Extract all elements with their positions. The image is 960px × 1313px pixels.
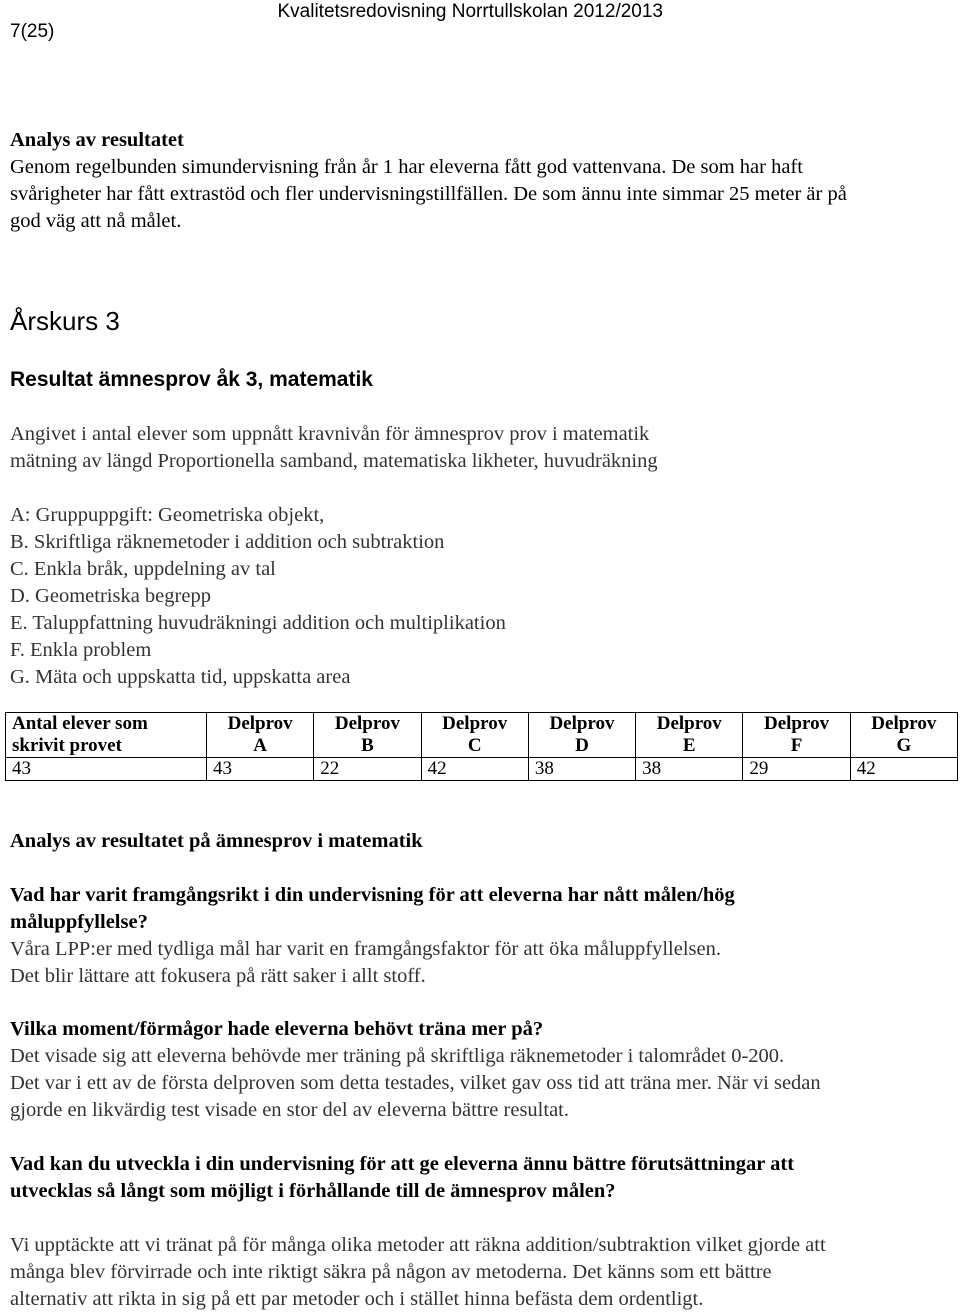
subtest-item: E. Taluppfattning huvudräkningi addition och multiplikation	[10, 612, 506, 634]
table-cell: 43	[6, 758, 207, 781]
question-block-1	[10, 882, 955, 990]
answer-line: gjorde en likvärdig test visade en stor del av eleverna bättre resultat.	[10, 1099, 569, 1121]
year-heading: Årskurs 3	[10, 306, 120, 336]
analysis-line: god väg att nå målet.	[10, 210, 182, 232]
column-header: Delprov G	[850, 713, 957, 758]
column-header: Antal elever som skrivit provet	[6, 713, 207, 758]
table-cell: 22	[314, 758, 421, 781]
answer-line: Det blir lättare att fokusera på rätt saker i allt stoff.	[10, 965, 426, 987]
column-header: Delprov E	[636, 713, 743, 758]
subtest-item: D. Geometriska begrepp	[10, 585, 211, 607]
subtest-item: F. Enkla problem	[10, 639, 152, 661]
subtest-item: G. Mäta och uppskatta tid, uppskatta area	[10, 666, 351, 688]
page-number: 7(25)	[10, 21, 55, 42]
answer-line: Det visade sig att eleverna behövde mer träning på skriftliga räknemetoder i talområdet 0-200.	[10, 1045, 785, 1067]
table-row	[6, 758, 958, 781]
intro-line: Angivet i antal elever som uppnått kravnivån för ämnesprov prov i matematik	[10, 423, 650, 445]
result-heading: Resultat ämnesprov åk 3, matematik	[10, 368, 373, 391]
analysis-line: svårigheter har fått extrastöd och fler undervisningstillfällen. De som ännu inte simmar 25 meter är på	[10, 183, 847, 205]
question-line: Vad har varit framgångsrikt i din undervisning för att eleverna har nått målen/hög	[10, 884, 735, 906]
answer-line: alternativ att rikta in sig på ett par metoder och i stället hinna befästa dem ordentligt.	[10, 1288, 704, 1310]
question-block-3	[10, 1151, 955, 1205]
subtest-item: B. Skriftliga räknemetoder i addition och subtraktion	[10, 531, 445, 553]
column-header: Delprov A	[207, 713, 314, 758]
subtest-list	[10, 502, 955, 691]
analysis-line: Genom regelbunden simundervisning från år 1 har eleverna fått god vattenvana. De som har haft	[10, 156, 803, 178]
table-header-row	[6, 713, 958, 758]
table-cell: 38	[636, 758, 743, 781]
intro-text	[10, 421, 955, 475]
subtest-item: A: Gruppuppgift: Geometriska objekt,	[10, 504, 325, 526]
results-table	[5, 712, 958, 781]
question-block-2	[10, 1016, 955, 1124]
question-line: Vilka moment/förmågor hade eleverna behövt träna mer på?	[10, 1018, 544, 1040]
answer-line: Våra LPP:er med tydliga mål har varit en framgångsfaktor för att öka måluppfyllelsen.	[10, 938, 722, 960]
math-analysis-heading-block	[10, 828, 955, 855]
table-cell: 29	[743, 758, 850, 781]
question-line: måluppfyllelse?	[10, 911, 148, 933]
answer-block-3	[10, 1232, 955, 1313]
answer-line: många blev förvirrade och inte riktigt säkra på någon av metoderna. Det känns som ett bättre	[10, 1261, 772, 1283]
document-header-title: Kvalitetsredovisning Norrtullskolan 2012/2013	[277, 1, 663, 22]
intro-line: mätning av längd Proportionella samband, matematiska likheter, huvudräkning	[10, 450, 658, 472]
column-header: Delprov F	[743, 713, 850, 758]
answer-line: Vi upptäckte att vi tränat på för många olika metoder att räkna addition/subtraktion vilket gjorde att	[10, 1234, 826, 1256]
question-line: utvecklas så långt som möjligt i förhållande till de ämnesprov målen?	[10, 1180, 616, 1202]
table-cell: 42	[421, 758, 528, 781]
table-cell: 42	[850, 758, 957, 781]
column-header: Delprov C	[421, 713, 528, 758]
math-analysis-heading: Analys av resultatet på ämnesprov i matematik	[10, 830, 423, 852]
table-cell: 38	[528, 758, 635, 781]
column-header: Delprov D	[528, 713, 635, 758]
table-cell: 43	[207, 758, 314, 781]
subtest-item: C. Enkla bråk, uppdelning av tal	[10, 558, 276, 580]
answer-line: Det var i ett av de första delproven som detta testades, vilket gav oss tid att träna mer. När vi sedan	[10, 1072, 821, 1094]
analysis-section	[10, 127, 955, 235]
analysis-heading: Analys av resultatet	[10, 129, 184, 151]
question-line: Vad kan du utveckla i din undervisning för att ge eleverna ännu bättre förutsättningar att	[10, 1153, 795, 1175]
column-header: Delprov B	[314, 713, 421, 758]
